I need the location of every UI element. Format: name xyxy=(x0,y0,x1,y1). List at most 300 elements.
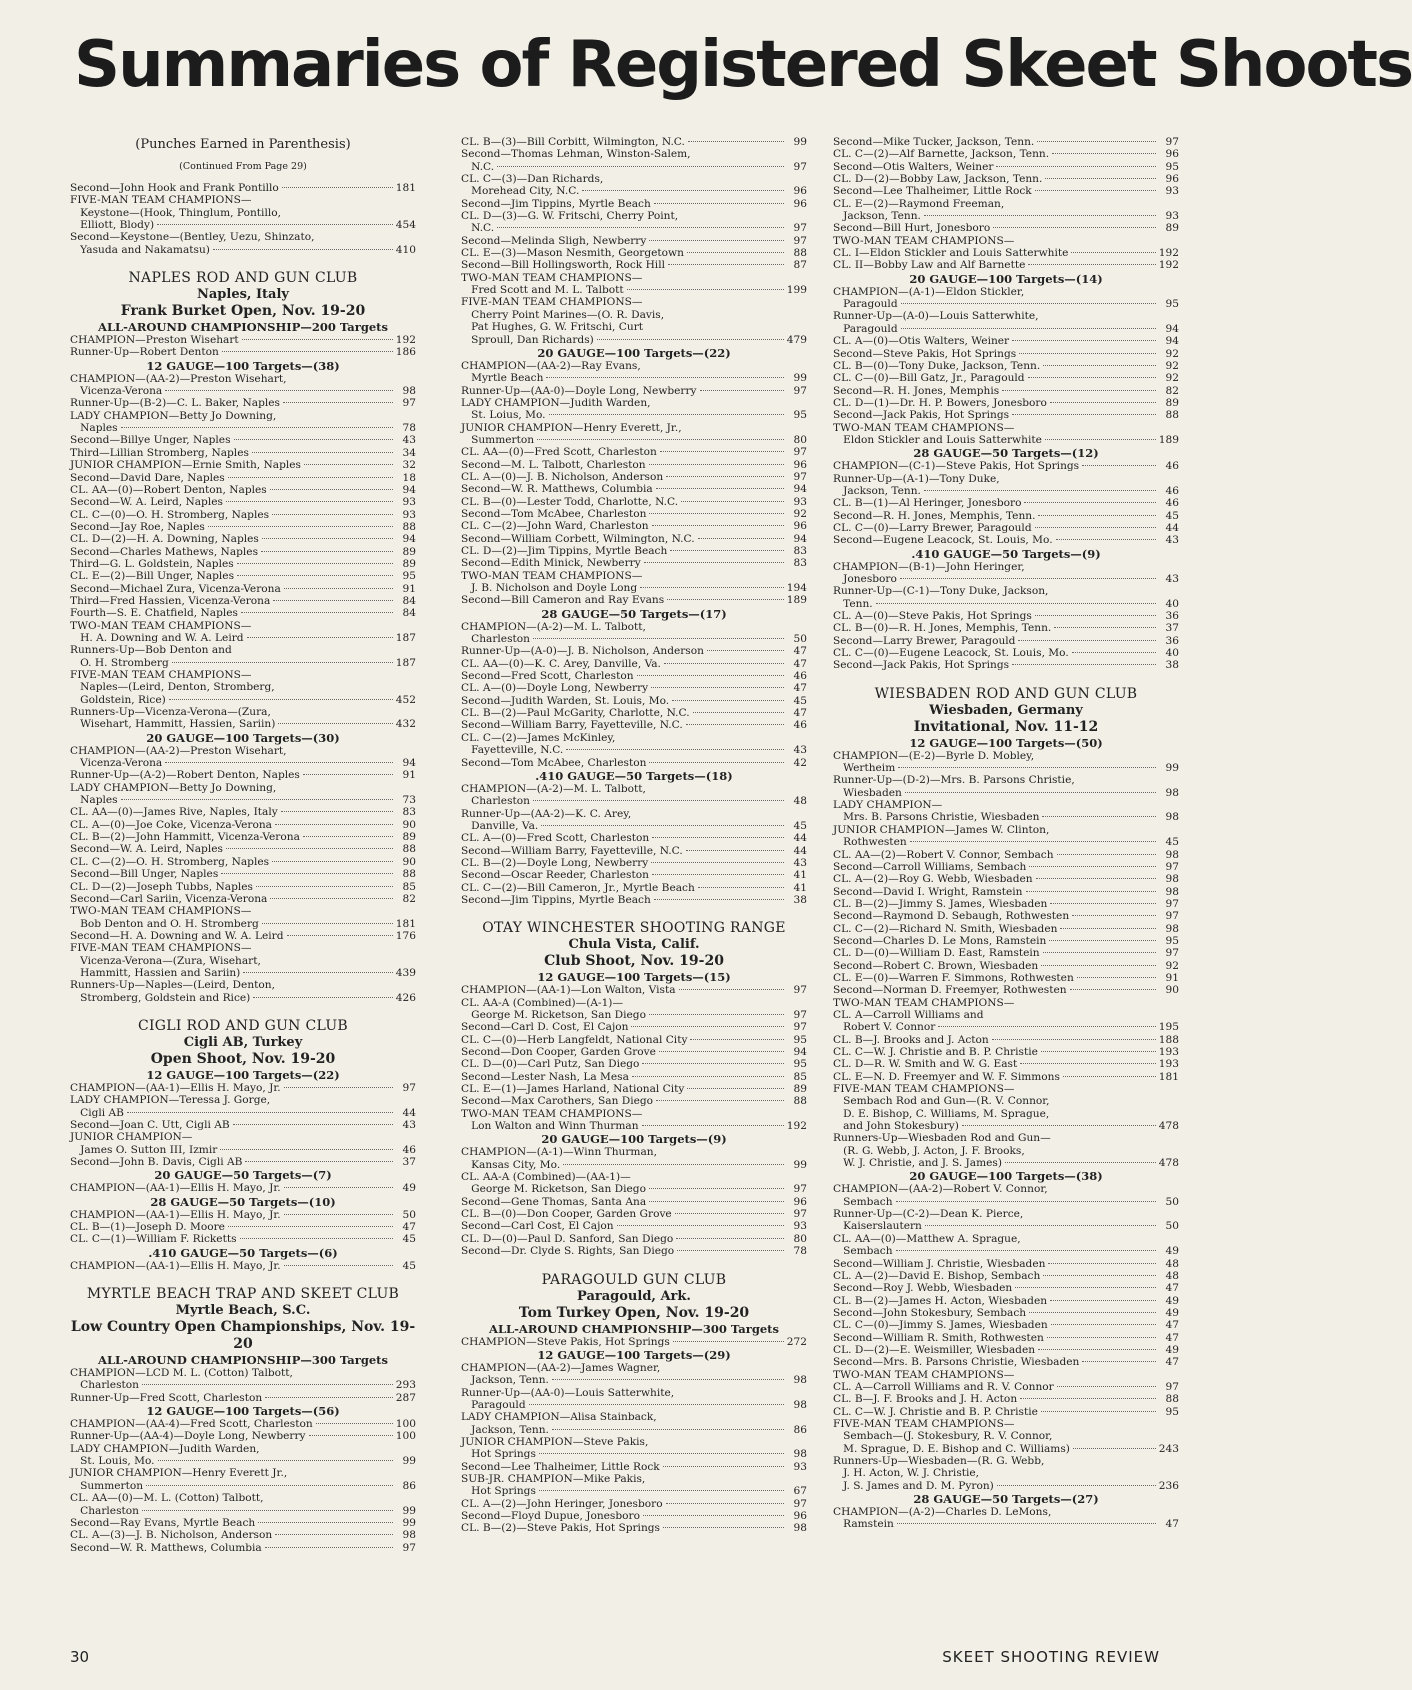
result-line xyxy=(833,1282,1179,1294)
result-line xyxy=(833,1443,1179,1455)
result-line xyxy=(461,882,807,894)
result-score: 439 xyxy=(395,966,416,979)
section-heading: .410 GAUGE—50 Targets—(6) xyxy=(148,1245,338,1260)
result-text: Charleston xyxy=(461,795,530,808)
result-text: Second—Max Carothers, San Diego xyxy=(461,1095,654,1108)
result-line xyxy=(70,472,416,484)
result-line xyxy=(833,409,1179,421)
result-score: 49 xyxy=(402,1182,416,1195)
result-line xyxy=(833,1132,1179,1144)
result-score: 93 xyxy=(793,495,807,508)
result-line xyxy=(70,397,416,409)
leader-dots xyxy=(896,1250,1156,1251)
leader-dots xyxy=(537,439,784,440)
page-headline: Summaries of Registered Skeet Shoots xyxy=(74,28,1412,102)
section-heading: 28 GAUGE—50 Targets—(17) xyxy=(541,606,727,621)
result-line xyxy=(833,573,1179,585)
leader-dots xyxy=(287,935,393,936)
result-score: 45 xyxy=(402,1259,416,1272)
leader-dots xyxy=(997,1485,1156,1486)
leader-dots xyxy=(582,190,784,191)
result-line xyxy=(833,836,1179,848)
leader-dots xyxy=(1077,977,1156,978)
result-text: Summerton xyxy=(70,1479,144,1492)
result-line xyxy=(70,484,416,496)
club-heading: WIESBADEN ROD AND GUN CLUB xyxy=(874,685,1138,702)
result-line xyxy=(461,148,807,160)
result-score: 44 xyxy=(793,832,807,845)
result-text: Goldstein, Rice) xyxy=(70,693,166,706)
result-text: JUNIOR CHAMPION— xyxy=(70,1131,193,1144)
result-text: Second—W. R. Matthews, Columbia xyxy=(461,483,653,496)
result-line xyxy=(833,1233,1179,1245)
result-score: 97 xyxy=(793,470,807,483)
result-text: CL. D—R. W. Smith and W. G. East xyxy=(833,1058,1018,1071)
result-score: 94 xyxy=(1165,335,1179,348)
result-line xyxy=(833,910,1179,922)
leader-dots xyxy=(533,638,784,639)
leader-dots xyxy=(700,390,784,391)
result-line xyxy=(70,422,416,434)
result-score: 47 xyxy=(793,707,807,720)
result-score: 186 xyxy=(395,346,416,359)
result-score: 97 xyxy=(1165,910,1179,923)
leader-dots xyxy=(1047,1337,1156,1338)
leader-dots xyxy=(1043,952,1156,953)
result-text: Second—Gene Thomas, Santa Ana xyxy=(461,1195,647,1208)
result-line xyxy=(461,857,807,869)
result-text: Jackson, Tenn. xyxy=(833,484,921,497)
result-score: 181 xyxy=(395,182,416,194)
result-text: Fred Scott and M. L. Talbott xyxy=(461,284,624,297)
club-heading: NAPLES ROD AND GUN CLUB xyxy=(128,270,358,287)
result-line xyxy=(70,992,416,1004)
result-score: 95 xyxy=(793,1033,807,1046)
result-text: Kaiserslautern xyxy=(833,1220,922,1233)
result-text: CHAMPION—(AA-2)—Robert V. Connor, xyxy=(833,1183,1048,1196)
result-text: CL. D—(2)—H. A. Downing, Naples xyxy=(70,533,259,546)
result-text: Danville, Va. xyxy=(461,819,539,832)
result-score: 38 xyxy=(1165,659,1179,672)
leader-dots xyxy=(1072,652,1156,653)
leader-dots xyxy=(656,488,784,489)
result-text: CHAMPION—(AA-2)—Ray Evans, xyxy=(461,359,641,372)
result-line xyxy=(461,1374,807,1386)
result-text: CL. A—Carroll Williams and R. V. Connor xyxy=(833,1380,1054,1393)
result-text: Second—Lee Thalheimer, Little Rock xyxy=(461,1460,660,1473)
result-line xyxy=(833,1270,1179,1282)
result-line xyxy=(461,471,807,483)
result-line xyxy=(461,533,807,545)
result-score: 478 xyxy=(1158,1120,1179,1133)
leader-dots xyxy=(668,264,784,265)
result-line xyxy=(461,1336,807,1348)
result-score: 85 xyxy=(793,1070,807,1083)
leader-dots xyxy=(649,1014,784,1015)
result-line xyxy=(461,309,807,321)
result-line xyxy=(70,1455,416,1467)
result-score: 95 xyxy=(1165,298,1179,311)
leader-dots xyxy=(237,575,393,576)
result-text: Jackson, Tenn. xyxy=(461,1374,549,1387)
result-line xyxy=(70,1418,416,1430)
result-text: Mrs. B. Parsons Christie, Wiesbaden xyxy=(833,811,1040,824)
result-score: 98 xyxy=(793,1374,807,1387)
result-text: Second—William Barry, Fayetteville, N.C. xyxy=(461,719,683,732)
result-text: Second—Mike Tucker, Jackson, Tenn. xyxy=(833,136,1035,148)
leader-dots xyxy=(643,1515,784,1516)
result-score: 97 xyxy=(1165,1380,1179,1393)
result-text: Second—Jack Pakis, Hot Springs xyxy=(833,659,1010,672)
leader-dots xyxy=(240,1238,393,1239)
results-column-2 xyxy=(461,136,807,1626)
result-text: CL. B—(0)—Lester Todd, Charlotte, N.C. xyxy=(461,495,679,508)
result-text: Second—M. L. Talbott, Charleston xyxy=(461,458,646,471)
result-text: CL. C—(2)—Richard N. Smith, Wiesbaden xyxy=(833,922,1058,935)
result-text: Charleston xyxy=(70,1504,139,1517)
result-line xyxy=(833,1418,1179,1430)
result-score: 92 xyxy=(1165,359,1179,372)
result-score: 99 xyxy=(402,1455,416,1468)
result-text: CL. D—(2)—E. Weismiller, Wiesbaden xyxy=(833,1343,1036,1356)
result-text: Bob Denton and O. H. Stromberg xyxy=(70,917,259,930)
result-line xyxy=(70,595,416,607)
result-line xyxy=(70,1505,416,1517)
result-text: CL. AA-A (Combined)—(A-1)— xyxy=(461,996,624,1009)
leader-dots xyxy=(546,377,784,378)
result-text: CHAMPION—(E-2)—Byrle D. Mobley, xyxy=(833,749,1035,762)
result-score: 88 xyxy=(402,868,416,881)
result-line xyxy=(461,845,807,857)
leader-dots xyxy=(992,1039,1156,1040)
result-line xyxy=(70,745,416,757)
result-score: 95 xyxy=(402,570,416,583)
result-text: TWO-MAN TEAM CHAMPIONS— xyxy=(833,421,1015,434)
leader-dots xyxy=(651,862,784,863)
result-score: 89 xyxy=(1165,396,1179,409)
result-text: CL. A—(0)—J. B. Nicholson, Anderson xyxy=(461,470,664,483)
result-text: TWO-MAN TEAM CHAMPIONS— xyxy=(70,905,252,918)
section-heading: 12 GAUGE—100 Targets—(56) xyxy=(146,1404,340,1419)
result-score: 49 xyxy=(1165,1245,1179,1258)
leader-dots xyxy=(673,1341,784,1342)
leader-dots xyxy=(142,1384,393,1385)
club-heading: OTAY WINCHESTER SHOOTING RANGE xyxy=(482,920,786,937)
leader-dots xyxy=(270,489,393,490)
leader-dots xyxy=(304,464,393,465)
result-line xyxy=(833,1071,1179,1083)
result-line xyxy=(70,856,416,868)
leader-dots xyxy=(900,578,1156,579)
result-line xyxy=(461,832,807,844)
result-text: Runner-Up—Fred Scott, Charleston xyxy=(70,1391,263,1404)
leader-dots xyxy=(157,224,393,225)
result-line xyxy=(833,1034,1179,1046)
result-score: 89 xyxy=(402,831,416,844)
result-line xyxy=(833,861,1179,873)
result-score: 46 xyxy=(793,670,807,683)
result-line xyxy=(70,459,416,471)
leader-dots xyxy=(275,824,393,825)
leader-dots xyxy=(1071,252,1155,253)
result-text: CL. D—(1)—Dr. H. P. Bowers, Jonesboro xyxy=(833,396,1047,409)
result-score: 195 xyxy=(1158,1021,1179,1034)
leader-dots xyxy=(698,887,784,888)
result-line xyxy=(833,1430,1179,1442)
result-score: 88 xyxy=(793,1095,807,1108)
result-text: Second—Bill Hurt, Jonesboro xyxy=(833,222,991,235)
result-score: 98 xyxy=(1165,811,1179,824)
result-text: CHAMPION—(A-1)—Eldon Stickler, xyxy=(833,285,1025,298)
result-score: 96 xyxy=(1165,148,1179,161)
result-text: CL. AA—(2)—Robert V. Connor, Sembach xyxy=(833,848,1054,861)
result-text: George M. Ricketson, San Diego xyxy=(461,1008,646,1021)
club-location: Naples, Italy xyxy=(197,287,289,303)
result-line xyxy=(461,1485,807,1497)
result-score: 82 xyxy=(1165,384,1179,397)
result-score: 42 xyxy=(793,756,807,769)
leader-dots xyxy=(309,1435,393,1436)
result-text: Hot Springs xyxy=(461,1485,536,1498)
result-line xyxy=(833,1258,1179,1270)
result-text: JUNIOR CHAMPION—Henry Everett, Jr., xyxy=(461,421,682,434)
leader-dots xyxy=(687,252,784,253)
leader-dots xyxy=(693,712,784,713)
result-line xyxy=(833,984,1179,996)
result-text: Second—W. A. Leird, Naples xyxy=(70,496,223,509)
result-score: 98 xyxy=(1165,786,1179,799)
leader-dots xyxy=(1052,153,1156,154)
result-score: 83 xyxy=(793,557,807,570)
result-line xyxy=(461,682,807,694)
result-score: 100 xyxy=(395,1418,416,1431)
leader-dots xyxy=(1019,353,1156,354)
result-line xyxy=(833,148,1179,160)
result-line xyxy=(833,348,1179,360)
result-line xyxy=(833,1455,1179,1467)
result-text: Naples xyxy=(70,422,118,435)
result-line xyxy=(461,1146,807,1158)
result-line xyxy=(833,286,1179,298)
result-line xyxy=(461,235,807,247)
result-score: 96 xyxy=(793,197,807,210)
result-text: Sembach—(J. Stokesbury, R. V. Connor, xyxy=(833,1430,1053,1443)
result-score: 88 xyxy=(1165,1393,1179,1406)
result-line xyxy=(833,1157,1179,1169)
result-text: CL. A—(0)—Doyle Long, Newberry xyxy=(461,682,649,695)
leader-dots xyxy=(233,1124,393,1125)
result-line xyxy=(70,1221,416,1233)
result-line xyxy=(461,259,807,271)
leader-dots xyxy=(284,1214,393,1215)
leader-dots xyxy=(654,899,784,900)
result-text: Runner-Up—(B-2)—C. L. Baker, Naples xyxy=(70,397,280,410)
result-score: 452 xyxy=(395,693,416,706)
result-score: 94 xyxy=(402,483,416,496)
result-line xyxy=(461,222,807,234)
result-text: CL. C—(0)—Jimmy S. James, Wiesbaden xyxy=(833,1319,1048,1332)
result-line xyxy=(461,744,807,756)
result-text: CL. D—(2)—Bobby Law, Jackson, Tenn. xyxy=(833,173,1043,186)
result-text: Second—Steve Pakis, Hot Springs xyxy=(833,347,1017,360)
leader-dots xyxy=(262,538,393,539)
result-score: 85 xyxy=(402,880,416,893)
leader-dots xyxy=(270,898,393,899)
leader-dots xyxy=(672,700,784,701)
result-line xyxy=(833,522,1179,534)
result-score: 32 xyxy=(402,459,416,472)
result-line xyxy=(461,161,807,173)
result-score: 97 xyxy=(1165,947,1179,960)
result-score: 96 xyxy=(1165,173,1179,186)
result-score: 192 xyxy=(395,334,416,347)
result-line xyxy=(70,979,416,991)
section-heading: 28 GAUGE—50 Targets—(27) xyxy=(913,1492,1099,1507)
result-line xyxy=(70,1107,416,1119)
result-text: Second—Otis Walters, Weiner xyxy=(833,160,994,173)
result-line xyxy=(70,385,416,397)
result-text: N.C. xyxy=(461,222,495,235)
result-text: Second—Don Cooper, Garden Grove xyxy=(461,1046,656,1058)
result-line xyxy=(461,1220,807,1232)
leader-dots xyxy=(1012,340,1156,341)
result-line xyxy=(461,1399,807,1411)
leader-dots xyxy=(497,166,784,167)
result-score: 176 xyxy=(395,929,416,942)
result-text: CL. A—(2)—David E. Bishop, Sembach xyxy=(833,1269,1041,1282)
result-line xyxy=(70,1144,416,1156)
leader-dots xyxy=(924,215,1156,216)
result-line xyxy=(833,1369,1179,1381)
result-line xyxy=(461,658,807,670)
result-line xyxy=(833,947,1179,959)
result-text: CL. C—(1)—William F. Ricketts xyxy=(70,1233,237,1246)
result-score: 43 xyxy=(1165,573,1179,585)
leader-dots xyxy=(996,166,1156,167)
result-text: CHAMPION—(AA-1)—Ellis H. Mayo, Jr. xyxy=(70,1182,281,1195)
result-line xyxy=(70,1233,416,1245)
result-score: 48 xyxy=(793,795,807,808)
result-text: Stromberg, Goldstein and Rice) xyxy=(70,991,251,1004)
result-score: 92 xyxy=(1165,347,1179,360)
section-heading: 28 GAUGE—50 Targets—(12) xyxy=(913,446,1099,461)
leader-dots xyxy=(664,663,784,664)
result-text: SUB-JR. CHAMPION—Mike Pakis, xyxy=(461,1472,646,1485)
club-location: Chula Vista, Calif. xyxy=(568,937,700,953)
leader-dots xyxy=(1012,414,1156,415)
result-line xyxy=(833,1295,1179,1307)
result-score: 80 xyxy=(793,1232,807,1245)
result-text: Rothwesten xyxy=(833,836,907,849)
leader-dots xyxy=(258,1522,393,1523)
result-text: N.C. xyxy=(461,160,495,173)
result-line xyxy=(461,869,807,881)
result-line xyxy=(833,485,1179,497)
result-line xyxy=(833,1083,1179,1095)
result-score: 47 xyxy=(793,645,807,658)
leader-dots xyxy=(1057,1386,1156,1387)
result-score: 50 xyxy=(1165,1195,1179,1208)
result-text: Second—R. H. Jones, Memphis xyxy=(833,384,1000,397)
result-text: Second—H. A. Downing and W. A. Leird xyxy=(70,929,284,942)
result-line xyxy=(833,750,1179,762)
result-text: CL. B—J. Brooks and J. Acton xyxy=(833,1033,989,1046)
result-line xyxy=(70,669,416,681)
leader-dots xyxy=(284,1087,393,1088)
leader-dots xyxy=(686,850,784,851)
section-heading: 20 GAUGE—50 Targets—(7) xyxy=(154,1168,332,1183)
result-text: CL. A—(3)—J. B. Nicholson, Anderson xyxy=(70,1529,273,1542)
result-score: 97 xyxy=(1165,860,1179,873)
result-line xyxy=(461,997,807,1009)
leader-dots xyxy=(1037,141,1156,142)
note-heading: (Punches Earned in Parenthesis) xyxy=(135,137,351,152)
leader-dots xyxy=(282,187,393,188)
leader-dots xyxy=(241,612,393,613)
leader-dots xyxy=(1028,377,1156,378)
result-text: James O. Sutton III, Izmir xyxy=(70,1143,218,1156)
result-line xyxy=(70,373,416,385)
result-text: CL. B—(3)—Bill Corbitt, Wilmington, N.C. xyxy=(461,136,685,148)
leader-dots xyxy=(566,749,784,750)
result-text: Third—Fred Hassien, Vicenza-Verona xyxy=(70,594,271,607)
leader-dots xyxy=(1018,640,1156,641)
result-score: 50 xyxy=(402,1208,416,1221)
result-text: Second—Judith Warden, St. Louis, Mo. xyxy=(461,694,670,707)
result-line xyxy=(833,585,1179,597)
result-line xyxy=(70,881,416,893)
leader-dots xyxy=(666,1503,784,1504)
leader-dots xyxy=(652,525,784,526)
club-heading: PARAGOULD GUN CLUB xyxy=(541,1271,727,1288)
result-score: 181 xyxy=(1158,1070,1179,1083)
result-score: 94 xyxy=(793,483,807,496)
result-text: Second—Carl D. Cost, El Cajon xyxy=(461,1021,629,1034)
result-text: CL. C—(3)—Dan Richards, xyxy=(461,173,604,186)
result-score: 287 xyxy=(395,1391,416,1404)
leader-dots xyxy=(213,249,393,250)
leader-dots xyxy=(632,1076,784,1077)
club-location: Wiesbaden, Germany xyxy=(929,702,1083,718)
result-text: CHAMPION—(A-2)—M. L. Talbott, xyxy=(461,620,646,633)
result-text: CL. I—Eldon Stickler and Louis Satterwhite xyxy=(833,247,1069,260)
leader-dots xyxy=(1057,854,1156,855)
result-score: 92 xyxy=(1165,959,1179,972)
result-text: Second—Fred Scott, Charleston xyxy=(461,670,634,683)
leader-dots xyxy=(649,762,784,763)
leader-dots xyxy=(1020,1063,1156,1064)
leader-dots xyxy=(1012,664,1156,665)
result-text: Paragould xyxy=(833,322,898,335)
result-line xyxy=(70,1367,416,1379)
result-score: 48 xyxy=(1165,1269,1179,1282)
leader-dots xyxy=(1035,190,1156,191)
result-text: CL. AA—(0)—K. C. Arey, Danville, Va. xyxy=(461,657,661,670)
result-line xyxy=(461,446,807,458)
result-score: 89 xyxy=(1165,222,1179,235)
result-score: 18 xyxy=(402,471,416,484)
result-score: 98 xyxy=(402,385,416,398)
result-score: 96 xyxy=(793,1509,807,1522)
result-text: FIVE-MAN TEAM CHAMPIONS— xyxy=(833,1083,1015,1096)
result-score: 82 xyxy=(402,892,416,905)
result-score: 40 xyxy=(1165,647,1179,660)
result-text: Second—Jim Tippins, Myrtle Beach xyxy=(461,893,651,906)
leader-dots xyxy=(686,724,784,725)
result-line xyxy=(70,1542,416,1554)
publication-name: SKEET SHOOTING REVIEW xyxy=(942,1648,1160,1666)
leader-dots xyxy=(284,1187,393,1188)
